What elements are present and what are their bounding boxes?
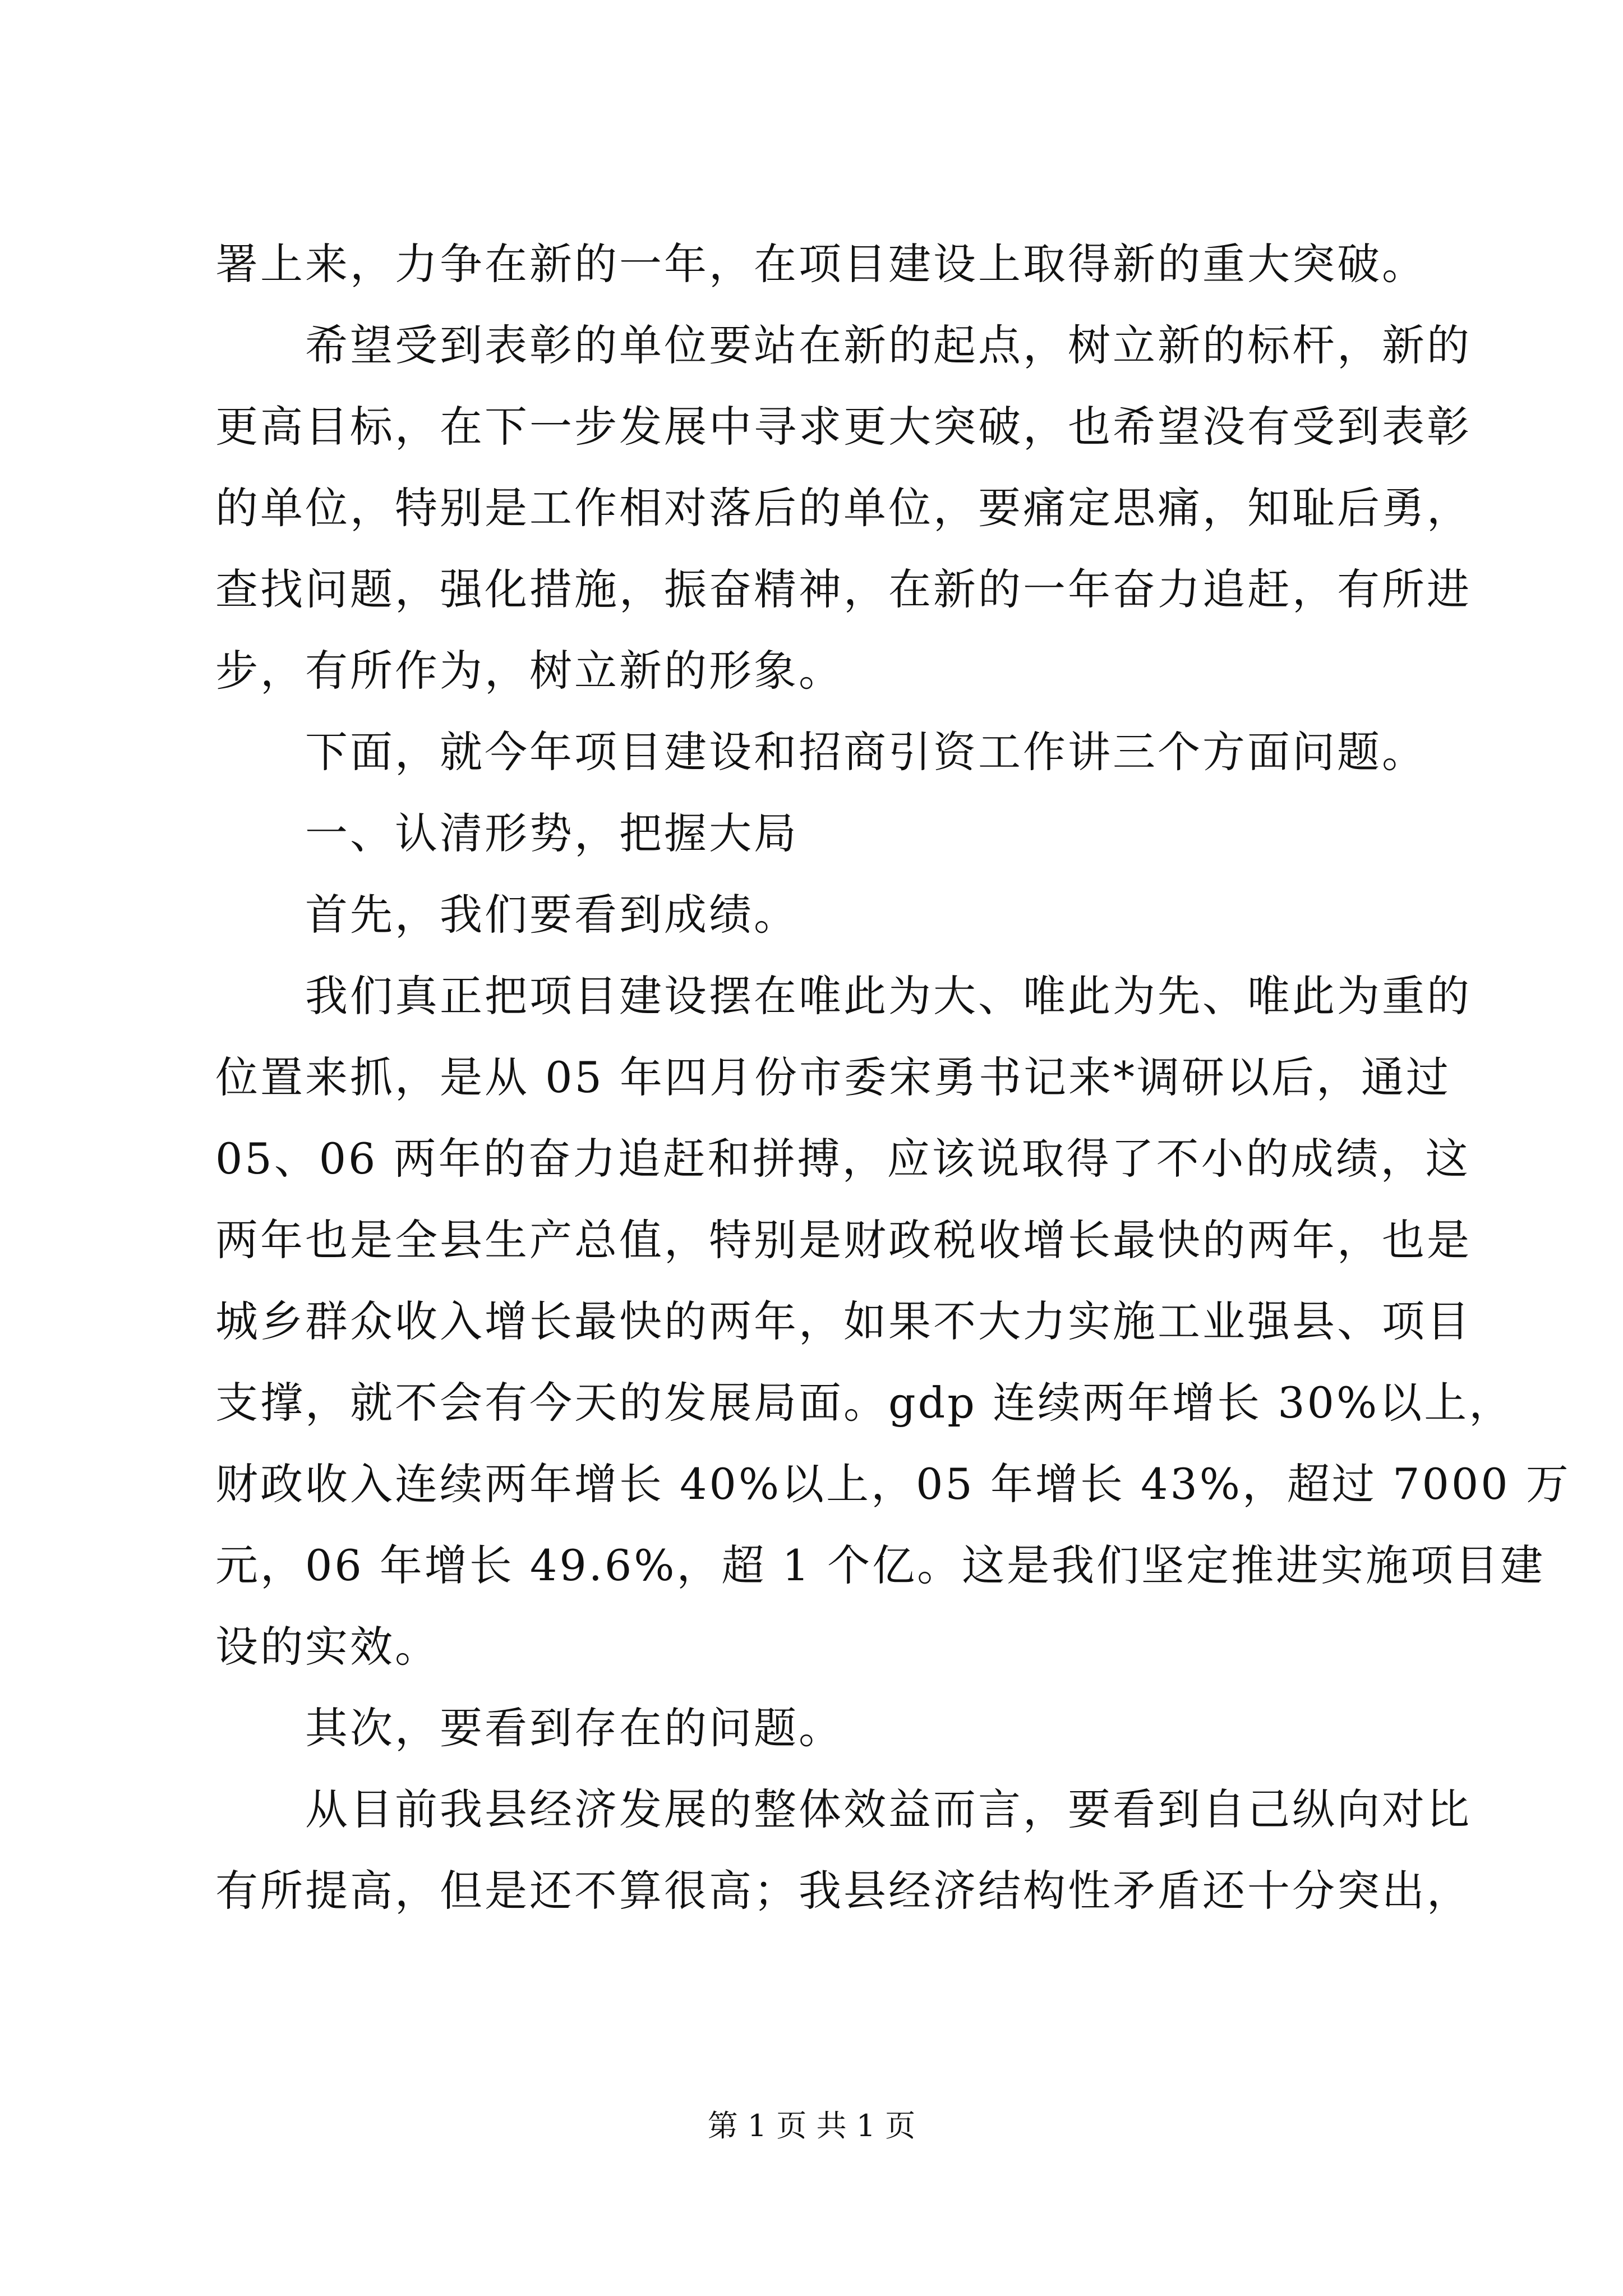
text-line: 其次，要看到存在的问题。 <box>305 1703 843 1753</box>
text-line: 设的实效。 <box>215 1622 440 1672</box>
text-line: 首先，我们要看到成绩。 <box>305 890 799 940</box>
text-line: 希望受到表彰的单位要站在新的起点，树立新的标杆，新的 <box>305 320 1472 370</box>
text-line: 两年也是全县生产总值，特别是财政税收增长最快的两年，也是 <box>215 1215 1472 1265</box>
text-line: 元，06 年增长 49.6%，超 1 个亿。这是我们坚定推进实施项目建 <box>215 1540 1546 1590</box>
text-line: 一、认清形势，把握大局 <box>305 808 799 858</box>
page-footer: 第 1 页 共 1 页 <box>707 2108 916 2143</box>
text-line: 有所提高，但是还不算很高；我县经济结构性矛盾还十分突出， <box>215 1866 1472 1916</box>
text-line: 我们真正把项目建设摆在唯此为大、唯此为先、唯此为重的 <box>305 971 1472 1021</box>
text-line: 查找问题，强化措施，振奋精神，在新的一年奋力追赶，有所进 <box>215 564 1472 614</box>
text-line: 更高目标，在下一步发展中寻求更大突破，也希望没有受到表彰 <box>215 402 1472 452</box>
text-line: 05、06 两年的奋力追赶和拼搏，应该说取得了不小的成绩，这 <box>215 1134 1470 1184</box>
text-line: 步，有所作为，树立新的形象。 <box>215 646 843 696</box>
text-line: 城乡群众收入增长最快的两年，如果不大力实施工业强县、项目 <box>215 1296 1472 1346</box>
document-body <box>215 223 1571 1931</box>
text-line: 下面，就今年项目建设和招商引资工作讲三个方面问题。 <box>305 727 1427 777</box>
text-line: 的单位，特别是工作相对落后的单位，要痛定思痛，知耻后勇， <box>215 483 1472 533</box>
text-line: 支撑，就不会有今天的发展局面。gdp 连续两年增长 30%以上， <box>215 1378 1514 1428</box>
text-line: 署上来，力争在新的一年，在项目建设上取得新的重大突破。 <box>215 239 1427 289</box>
text-line: 从目前我县经济发展的整体效益而言，要看到自己纵向对比 <box>305 1784 1472 1834</box>
text-line: 位置来抓，是从 05 年四月份市委宋勇书记来*调研以后，通过 <box>215 1052 1451 1102</box>
text-line: 财政收入连续两年增长 40%以上，05 年增长 43%，超过 7000 万 <box>215 1459 1571 1509</box>
